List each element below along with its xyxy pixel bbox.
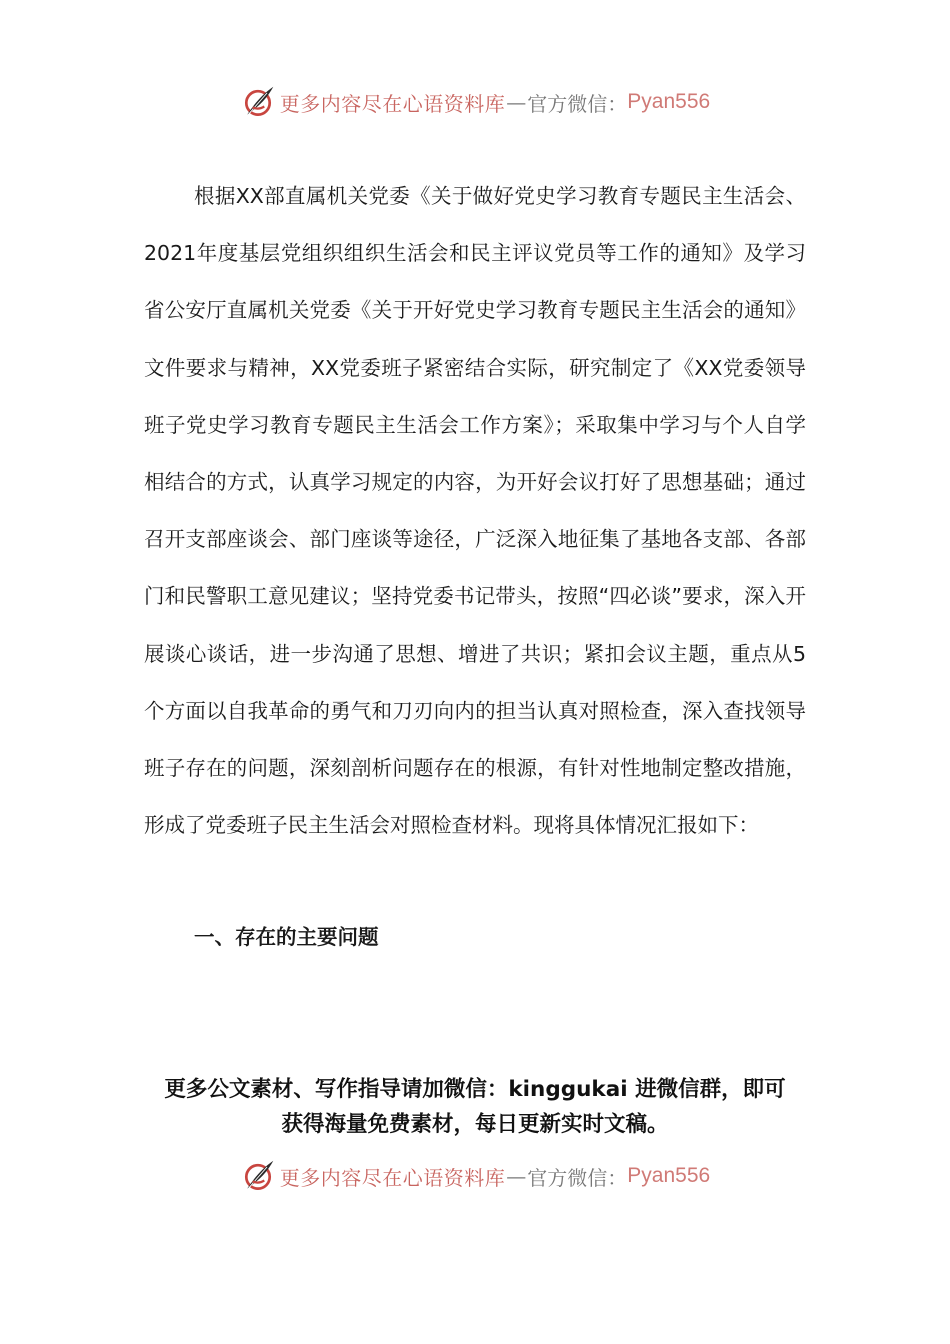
header-watermark [0,82,950,122]
watermark-separator: — [506,90,527,114]
watermark-separator: — [506,1164,527,1188]
section-heading: 一、存在的主要问题 [194,925,379,949]
watermark-account-label: 官方微信： [527,91,628,116]
watermark-site-text: 更多内容尽在心语资料库 [279,91,506,116]
promo-notice [130,1072,820,1142]
promo-line-1: 更多公文素材、写作指导请加微信：kinggukai 进微信群，即可 [164,1077,786,1102]
quill-pen-circle-icon [240,1158,276,1194]
watermark-account-id: Pyan556 [627,1164,711,1187]
watermark-account-id: Pyan556 [627,90,711,113]
body-paragraph: 根据XX部直属机关党委《关于做好党史学习教育专题民主生活会、2021年度基层党组织组织生活会和民主评议党员等工作的通知》及学习省公安厅直属机关党委《关于开好党史学习教育专题民主生活会的通知》文件要求与精神，XX党委班子紧密结合实际，研究制定了《XX党委领导班子党史学习教育专题民主生活会工作方案》；采取集中学习与个人自学相结合的方式，认真学习规定的内容，为开好会议打好了思想基础；通过召开支部座谈会、部门座谈等途径，广泛深入地征集了基地各支部、各部门和民警职工意见建议；坚持党委书记带头，按照“四必谈”要求，深入开展谈心谈话，进一步沟通了思想、增进了共识；紧扣会议主题，重点从5个方面以自我革命的勇气和刀刃向内的担当认真对照检查，深入查找领导班子存在的问题，深刻剖析问题存在的根源，有针对性地制定整改措施，形成了党委班子民主生活会对照检查材料。现将具体情况汇报如下： [144,184,806,838]
footer-watermark [0,1156,950,1196]
watermark-site-text: 更多内容尽在心语资料库 [279,1165,506,1190]
quill-pen-circle-icon [240,84,276,120]
promo-line-2: 获得海量免费素材，每日更新实时文稿。 [281,1112,669,1137]
watermark-account-label: 官方微信： [527,1165,628,1190]
